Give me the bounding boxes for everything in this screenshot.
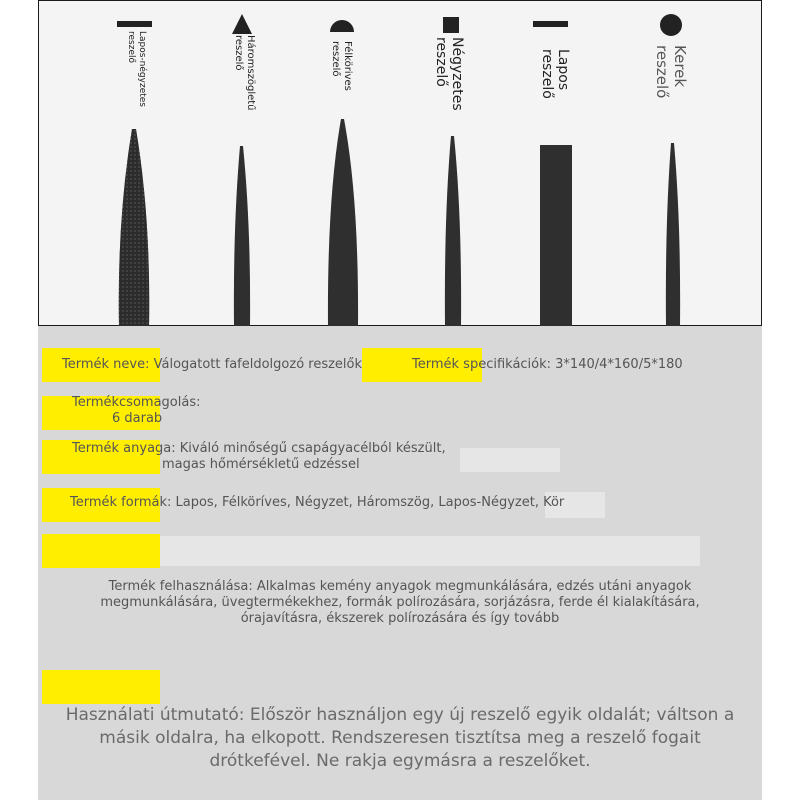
blank-bar [160,536,700,566]
circle-icon [659,13,683,37]
flat-bar-icon [117,19,153,29]
highlight-marker [42,670,160,704]
instructions-line: drótkefével. Ne rakja egymásra a reszelőket. [209,751,591,771]
file-label: Kerek [671,45,689,88]
file-label: reszelő [233,35,244,71]
package-label: Termékcsomagolás: [72,395,201,410]
product-spec: Termék specifikációk: 3*140/4*160/5*180 [412,357,683,372]
usage-line: Termék felhasználása: Alkalmas kemény anyagok megmunkálására, edzés utáni anyagok [108,579,692,594]
flat-bar-icon [533,19,569,29]
file-label: Négyzetes [449,37,465,111]
file-blade [327,119,359,327]
usage-line: órajavításra, ékszerek polírozására és így tovább [240,611,560,626]
triangle-icon [231,13,253,35]
usage-line: megmunkálására, üvegtermékekhez, formák polírozására, sorjázásra, ferde él kialakítására, [100,595,700,610]
file-label: reszelő [653,45,671,99]
file-label: reszelő [126,31,136,63]
half-circle-icon [329,19,355,33]
square-icon [442,16,460,34]
package-value: 6 darab [112,411,163,426]
file-blade [232,146,252,327]
instructions-line: Használati útmutató: Először használjon egy új reszelő egyik oldalát; váltson a [65,705,735,725]
file-label: reszelő [433,37,449,87]
file-label: Háromszögletű [245,35,256,111]
file-blade [117,129,151,327]
product-name: Termék neve: Válogatott fafeldolgozó reszelők [62,357,363,372]
file-label: reszelő [330,41,341,77]
blank-bar [460,448,560,472]
product-shapes: Termék formák: Lapos, Félköríves, Négyzet, Háromszög, Lapos-Négyzet, Kör [70,495,565,510]
file-label: Lapos [555,49,571,91]
material-line: magas hőmérsékletű edzéssel [162,457,360,472]
file-blade [443,136,463,327]
file-label: reszelő [539,49,555,99]
file-label: Félkörives [342,41,353,91]
instructions-line: másik oldalra, ha elkopott. Rendszeresen tisztítsa meg a reszelő fogait [99,728,701,748]
file-blade [665,143,681,327]
material-line: Termék anyaga: Kiváló minőségű csapágyacélból készült, [72,441,446,456]
highlight-marker [42,534,160,568]
file-blade [539,145,573,327]
product-image-panel [38,0,762,326]
file-label: Lapos-négyzetes [137,31,147,107]
